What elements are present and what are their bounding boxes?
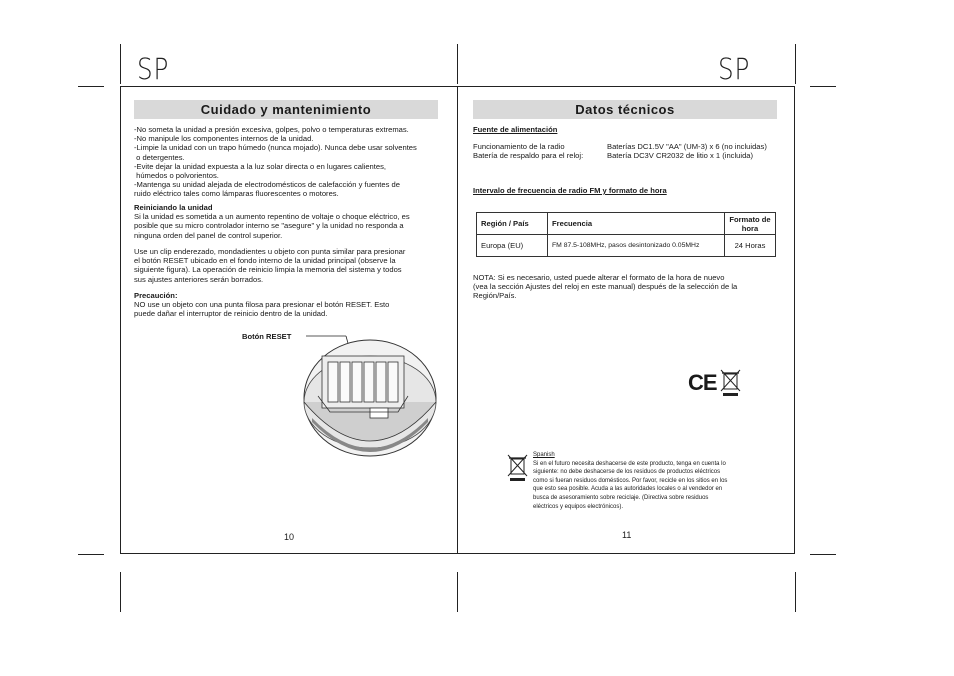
paragraph-line: NO use un objeto con una punta filosa para presionar el botón RESET. Esto (134, 300, 390, 310)
crop-mark (78, 554, 104, 555)
column-header: Región / País (477, 213, 548, 235)
care-list (134, 125, 417, 199)
paragraph-line: posible que su micro controlador interno se "asegure" y la unidad no responda a (134, 221, 404, 231)
table-header-row (477, 213, 776, 235)
table-row (477, 235, 776, 257)
page-divider (457, 86, 458, 554)
power-row-label: Batería de respaldo para el reloj: (473, 151, 584, 160)
power-row-label: Funcionamiento de la radio (473, 142, 565, 151)
paragraph-line: Si la unidad es sometida a un aumento repentino de voltaje o choque eléctrico, es (134, 212, 410, 222)
paragraph-line: ninguna orden del panel de control superior. (134, 230, 283, 240)
power-row-value: Batería DC3V CR2032 de litio x 1 (incluida) (607, 151, 754, 160)
paragraph-line: (vea la sección Ajustes del reloj en este manual) después de la selección de la (473, 282, 738, 292)
weee-language: Spanish (533, 452, 555, 458)
weee-bin-icon (720, 368, 742, 398)
power-heading: Fuente de alimentación (473, 125, 558, 134)
section-heading: Reiniciando la unidad (134, 203, 213, 212)
section-label-right: SP (718, 52, 751, 86)
paragraph-line: Use un clip enderezado, mondadientes u objeto con punta similar para presionar (134, 247, 406, 256)
paragraph-line: sus ajustes anteriores serán borrados. (134, 274, 264, 284)
page-title-right: Datos técnicos (473, 100, 777, 119)
crop-mark (457, 572, 458, 612)
paragraph-line: eléctricos y equipos electrónicos). (533, 503, 624, 510)
crop-mark (120, 572, 121, 612)
page-title-left: Cuidado y mantenimiento (134, 100, 438, 119)
paragraph-line: Si en el futuro necesita deshacerse de este producto, tenga en cuenta lo (533, 460, 726, 467)
list-item: -No someta la unidad a presión excesiva, golpes, polvo o temperaturas extremas. (134, 125, 409, 134)
ce-mark: CE (688, 370, 717, 395)
list-item: -Evite dejar la unidad expuesta a la luz solar directa o en lugares calientes, (134, 161, 387, 171)
list-item: o detergentes. (134, 152, 185, 162)
page-number-left: 10 (284, 532, 295, 542)
frequency-heading: Intervalo de frecuencia de radio FM y formato de hora (473, 186, 667, 195)
list-item: -No manipule los componentes internos de la unidad. (134, 134, 314, 144)
crop-mark (810, 554, 836, 555)
clip-section (134, 247, 405, 284)
section-label-left: SP (137, 52, 170, 86)
paragraph-line: puede dañar el interruptor de reinicio dentro de la unidad. (134, 309, 328, 319)
caution-section (134, 291, 389, 319)
weee-notice (533, 451, 727, 511)
paragraph-line: que esto sea posible. Acuda a las autoridades locales o al vendedor en (533, 486, 723, 493)
table-cell: Europa (EU) (477, 235, 548, 257)
list-item: -Limpie la unidad con un trapo húmedo (nunca mojado). Nunca debe usar solventes (134, 143, 417, 153)
power-row-value: Baterías DC1.5V "AA" (UM-3) x 6 (no incluidas) (607, 142, 767, 151)
reset-button-label: Botón RESET (242, 332, 292, 341)
paragraph-line: Región/País. (473, 291, 517, 301)
crop-mark (795, 44, 796, 84)
crop-mark (78, 86, 104, 87)
list-item: ruido eléctrico tales como lámparas fluorescentes o motores. (134, 189, 339, 199)
device-bottom-illustration (290, 330, 440, 465)
column-header: Formato de hora (725, 213, 776, 235)
reset-section (134, 203, 410, 240)
paragraph-line: siguiente: no debe deshacerse de los residuos de productos eléctricos (533, 469, 721, 476)
frequency-table (476, 212, 776, 257)
paragraph-line: como si fueran residuos domésticos. Por favor, recicle en los sitios en los (533, 477, 728, 484)
paragraph-line: busca de asesoramiento sobre reciclaje. (Directiva sobre residuos (533, 494, 709, 501)
crop-mark (810, 86, 836, 87)
table-cell: FM 87.5-108MHz, pasos desintonizado 0.05MHz (548, 235, 725, 257)
table-cell: 24 Horas (725, 235, 776, 257)
crop-mark (795, 572, 796, 612)
paragraph-line: NOTA: Si es necesario, usted puede alterar el formato de la hora de nuevo (473, 273, 725, 282)
crop-mark (120, 44, 121, 84)
paragraph-line: siguiente figura). La operación de reinicio limpia la memoria del sistema y todos (134, 265, 402, 275)
paragraph-line: el botón RESET ubicado en el fondo interno de la unidad principal (observe la (134, 256, 396, 266)
section-heading: Precaución: (134, 291, 178, 300)
page-number-right: 11 (622, 530, 632, 540)
note (473, 273, 737, 301)
crop-mark (457, 44, 458, 84)
list-item: húmedos o polvorientos. (134, 171, 219, 181)
weee-bin-icon (506, 452, 530, 484)
list-item: -Mantenga su unidad alejada de electrodomésticos de calefacción y fuentes de (134, 180, 400, 190)
column-header: Frecuencia (548, 213, 725, 235)
